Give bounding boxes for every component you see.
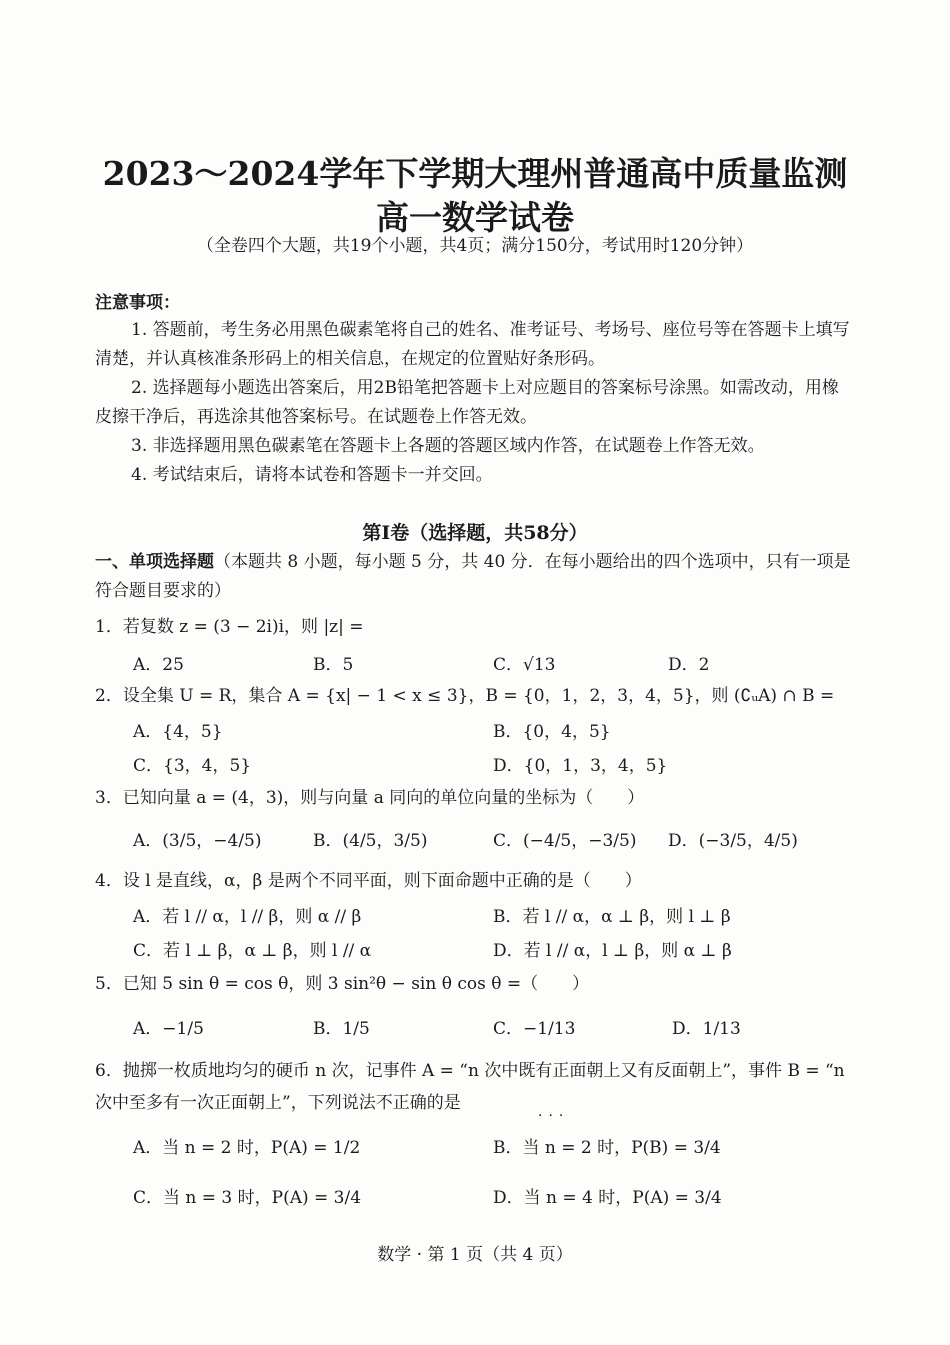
option: B．当 n = 2 时，P(B) = 3/4 [493,1138,721,1158]
option: C．若 l ⊥ β，α ⊥ β，则 l // α [133,941,372,961]
option: A．若 l // α，l // β，则 α // β [133,907,362,927]
option: C．√13 [493,655,556,675]
notice-item: 2. 选择题每小题选出答案后，用2B铅笔把答题卡上对应题目的答案标号涂黑。如需改动，用橡皮擦干净后，再选涂其他答案标号。在试题卷上作答无效。 [95,378,839,427]
option: B．(4/5，3/5) [313,831,428,851]
option: B．若 l // α，α ⊥ β，则 l ⊥ β [493,907,731,927]
exam-info: （全卷四个大题，共19个小题，共4页；满分150分，考试用时120分钟） [196,236,754,256]
option: A．25 [133,655,184,675]
part-heading [95,548,860,606]
option: D．2 [668,655,710,675]
notice-item: 4. 考试结束后，请将本试卷和答题卡一并交回。 [131,465,493,485]
option: A．−1/5 [133,1019,204,1039]
section-title: 第Ⅰ卷（选择题，共58分） [362,522,588,544]
option: D．若 l // α，l ⊥ β，则 α ⊥ β [493,941,732,961]
question-stem: 5．已知 5 sin θ = cos θ，则 3 sin²θ − sin θ cos θ =（ ） [95,974,590,994]
option: B．1/5 [313,1019,370,1039]
option: C．{3，4，5} [133,756,252,776]
page-footer: 数学 · 第 1 页（共 4 页） [377,1245,573,1265]
notice-item: 1. 答题前，考生务必用黑色碳素笔将自己的姓名、准考证号、考场号、座位号等在答题卡上填写清楚，并认真核准条形码上的相关信息，在规定的位置贴好条形码。 [95,320,850,369]
option: B．5 [313,655,354,675]
exam-subject-title: 高一数学试卷 [376,198,574,237]
option: A．当 n = 2 时，P(A) = 1/2 [133,1138,361,1158]
question-stem: 6．抛掷一枚质地均匀的硬币 n 次，记事件 A = “n 次中既有正面朝上又有反面朝上”，事件 B = “n 次中至多有一次正面朝上”，下列说法不正确的是 [95,1061,845,1113]
option: D．当 n = 4 时，P(A) = 3/4 [493,1188,722,1208]
option: C．(−4/5，−3/5) [493,831,637,851]
question-stem: 4．设 l 是直线，α，β 是两个不同平面，则下面命题中正确的是（ ） [95,871,642,891]
emphasis-dots: ··· [538,1108,570,1124]
option: C．−1/13 [493,1019,576,1039]
exam-title: 2023～2024学年下学期大理州普通高中质量监测 [102,154,848,193]
option: D．{0，1，3，4，5} [493,756,668,776]
option: B．{0，4，5} [493,722,611,742]
option: D．1/13 [672,1019,741,1039]
option: A．(3/5，−4/5) [133,831,262,851]
question-stem: 2．设全集 U = R，集合 A = {x| − 1 < x ≤ 3}，B = {0，1，2，3，4，5}，则 (∁ᵤA) ∩ B = [95,686,835,706]
part-label: 一、单项选择题 [95,552,214,572]
notice-item: 3. 非选择题用黑色碳素笔在答题卡上各题的答题区域内作答，在试题卷上作答无效。 [131,436,765,456]
option: A．{4，5} [133,722,223,742]
part-description: （本题共 8 小题，每小题 5 分，共 40 分．在每小题给出的四个选项中，只有一项是符合题目要求的） [95,552,851,601]
option: D．(−3/5，4/5) [668,831,798,851]
notice-heading: 注意事项： [95,293,180,313]
question-stem: 1．若复数 z = (3 − 2i)i，则 |z| = [95,617,364,637]
option: C．当 n = 3 时，P(A) = 3/4 [133,1188,362,1208]
question-stem: 3．已知向量 a = (4，3)，则与向量 a 同向的单位向量的坐标为（ ） [95,788,645,808]
